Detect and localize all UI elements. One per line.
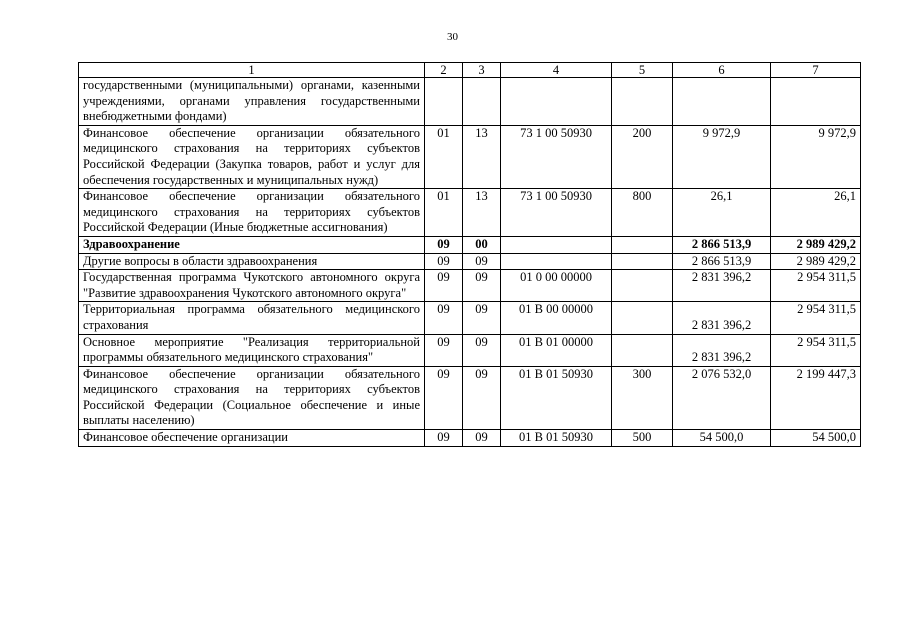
table-row <box>79 366 861 429</box>
row-subsection: 09 <box>463 430 501 447</box>
row-name: Основное мероприятие "Реализация территориальной программы обязательного медицинского страхования" <box>79 334 425 366</box>
row-amount-1: 2 831 396,2 <box>673 334 771 366</box>
page-number: 30 <box>447 31 458 43</box>
row-subsection: 09 <box>463 302 501 334</box>
row-name: Финансовое обеспечение организации обязательного медицинского страхования на территориях субъектов Российской Федерации (Иные бюджетные ассигнования) <box>79 189 425 237</box>
row-subsection: 13 <box>463 125 501 188</box>
row-expense-type <box>612 253 673 270</box>
row-name: Финансовое обеспечение организации <box>79 430 425 447</box>
table-row <box>79 334 861 366</box>
row-subsection: 00 <box>463 236 501 253</box>
row-target-code: 01 0 00 00000 <box>501 270 612 302</box>
row-amount-1: 2 076 532,0 <box>673 366 771 429</box>
row-target-code: 01 В 01 50930 <box>501 366 612 429</box>
row-amount-2: 2 989 429,2 <box>771 236 861 253</box>
header-cell: 1 <box>79 63 425 78</box>
row-subsection <box>463 78 501 126</box>
header-cell: 2 <box>425 63 463 78</box>
row-expense-type: 500 <box>612 430 673 447</box>
row-section: 09 <box>425 253 463 270</box>
row-expense-type <box>612 78 673 126</box>
budget-table <box>78 62 861 447</box>
row-name: Другие вопросы в области здравоохранения <box>79 253 425 270</box>
row-section: 09 <box>425 430 463 447</box>
row-subsection: 09 <box>463 253 501 270</box>
row-expense-type <box>612 236 673 253</box>
row-section: 09 <box>425 302 463 334</box>
row-subsection: 09 <box>463 270 501 302</box>
header-cell: 6 <box>673 63 771 78</box>
row-expense-type: 800 <box>612 189 673 237</box>
row-amount-1: 9 972,9 <box>673 125 771 188</box>
header-cell: 3 <box>463 63 501 78</box>
row-expense-type <box>612 334 673 366</box>
row-subsection: 13 <box>463 189 501 237</box>
row-section: 09 <box>425 334 463 366</box>
row-amount-1: 2 831 396,2 <box>673 302 771 334</box>
table-row <box>79 78 861 126</box>
table-header-row <box>79 63 861 78</box>
row-amount-2: 9 972,9 <box>771 125 861 188</box>
row-amount-2: 54 500,0 <box>771 430 861 447</box>
table-row <box>79 270 861 302</box>
table-row <box>79 125 861 188</box>
row-expense-type: 300 <box>612 366 673 429</box>
row-name: Государственная программа Чукотского автономного округа "Развитие здравоохранения Чукотского автономного округа" <box>79 270 425 302</box>
row-target-code <box>501 253 612 270</box>
table-row <box>79 253 861 270</box>
row-name: Здравоохранение <box>79 236 425 253</box>
table-row <box>79 302 861 334</box>
row-expense-type <box>612 270 673 302</box>
table-row <box>79 236 861 253</box>
table-row <box>79 189 861 237</box>
row-target-code: 01 В 00 00000 <box>501 302 612 334</box>
row-expense-type <box>612 302 673 334</box>
row-amount-2: 2 954 311,5 <box>771 302 861 334</box>
row-target-code: 73 1 00 50930 <box>501 125 612 188</box>
row-section: 01 <box>425 189 463 237</box>
row-name: Финансовое обеспечение организации обязательного медицинского страхования на территориях субъектов Российской Федерации (Закупка товаров, работ и услуг для обеспечения государственных и муниципальных нужд) <box>79 125 425 188</box>
row-amount-1 <box>673 78 771 126</box>
row-subsection: 09 <box>463 334 501 366</box>
row-name: Территориальная программа обязательного медицинского страхования <box>79 302 425 334</box>
header-cell: 4 <box>501 63 612 78</box>
row-section: 09 <box>425 270 463 302</box>
row-target-code <box>501 236 612 253</box>
row-section: 09 <box>425 236 463 253</box>
row-target-code: 01 В 01 00000 <box>501 334 612 366</box>
row-amount-2: 2 199 447,3 <box>771 366 861 429</box>
table-row <box>79 430 861 447</box>
row-target-code: 73 1 00 50930 <box>501 189 612 237</box>
row-amount-1: 2 831 396,2 <box>673 270 771 302</box>
row-amount-1: 2 866 513,9 <box>673 253 771 270</box>
row-amount-1: 26,1 <box>673 189 771 237</box>
row-name: государственными (муниципальными) органами, казенными учреждениями, органами управления государственными внебюджетными фондами) <box>79 78 425 126</box>
header-cell: 7 <box>771 63 861 78</box>
row-amount-2: 2 954 311,5 <box>771 270 861 302</box>
row-amount-2 <box>771 78 861 126</box>
row-amount-1: 54 500,0 <box>673 430 771 447</box>
row-amount-2: 2 989 429,2 <box>771 253 861 270</box>
row-target-code: 01 В 01 50930 <box>501 430 612 447</box>
row-subsection: 09 <box>463 366 501 429</box>
row-target-code <box>501 78 612 126</box>
row-expense-type: 200 <box>612 125 673 188</box>
row-section: 01 <box>425 125 463 188</box>
row-section: 09 <box>425 366 463 429</box>
row-amount-2: 26,1 <box>771 189 861 237</box>
row-amount-2: 2 954 311,5 <box>771 334 861 366</box>
row-section <box>425 78 463 126</box>
header-cell: 5 <box>612 63 673 78</box>
row-amount-1: 2 866 513,9 <box>673 236 771 253</box>
row-name: Финансовое обеспечение организации обязательного медицинского страхования на территориях субъектов Российской Федерации (Социальное обеспечение и иные выплаты населению) <box>79 366 425 429</box>
